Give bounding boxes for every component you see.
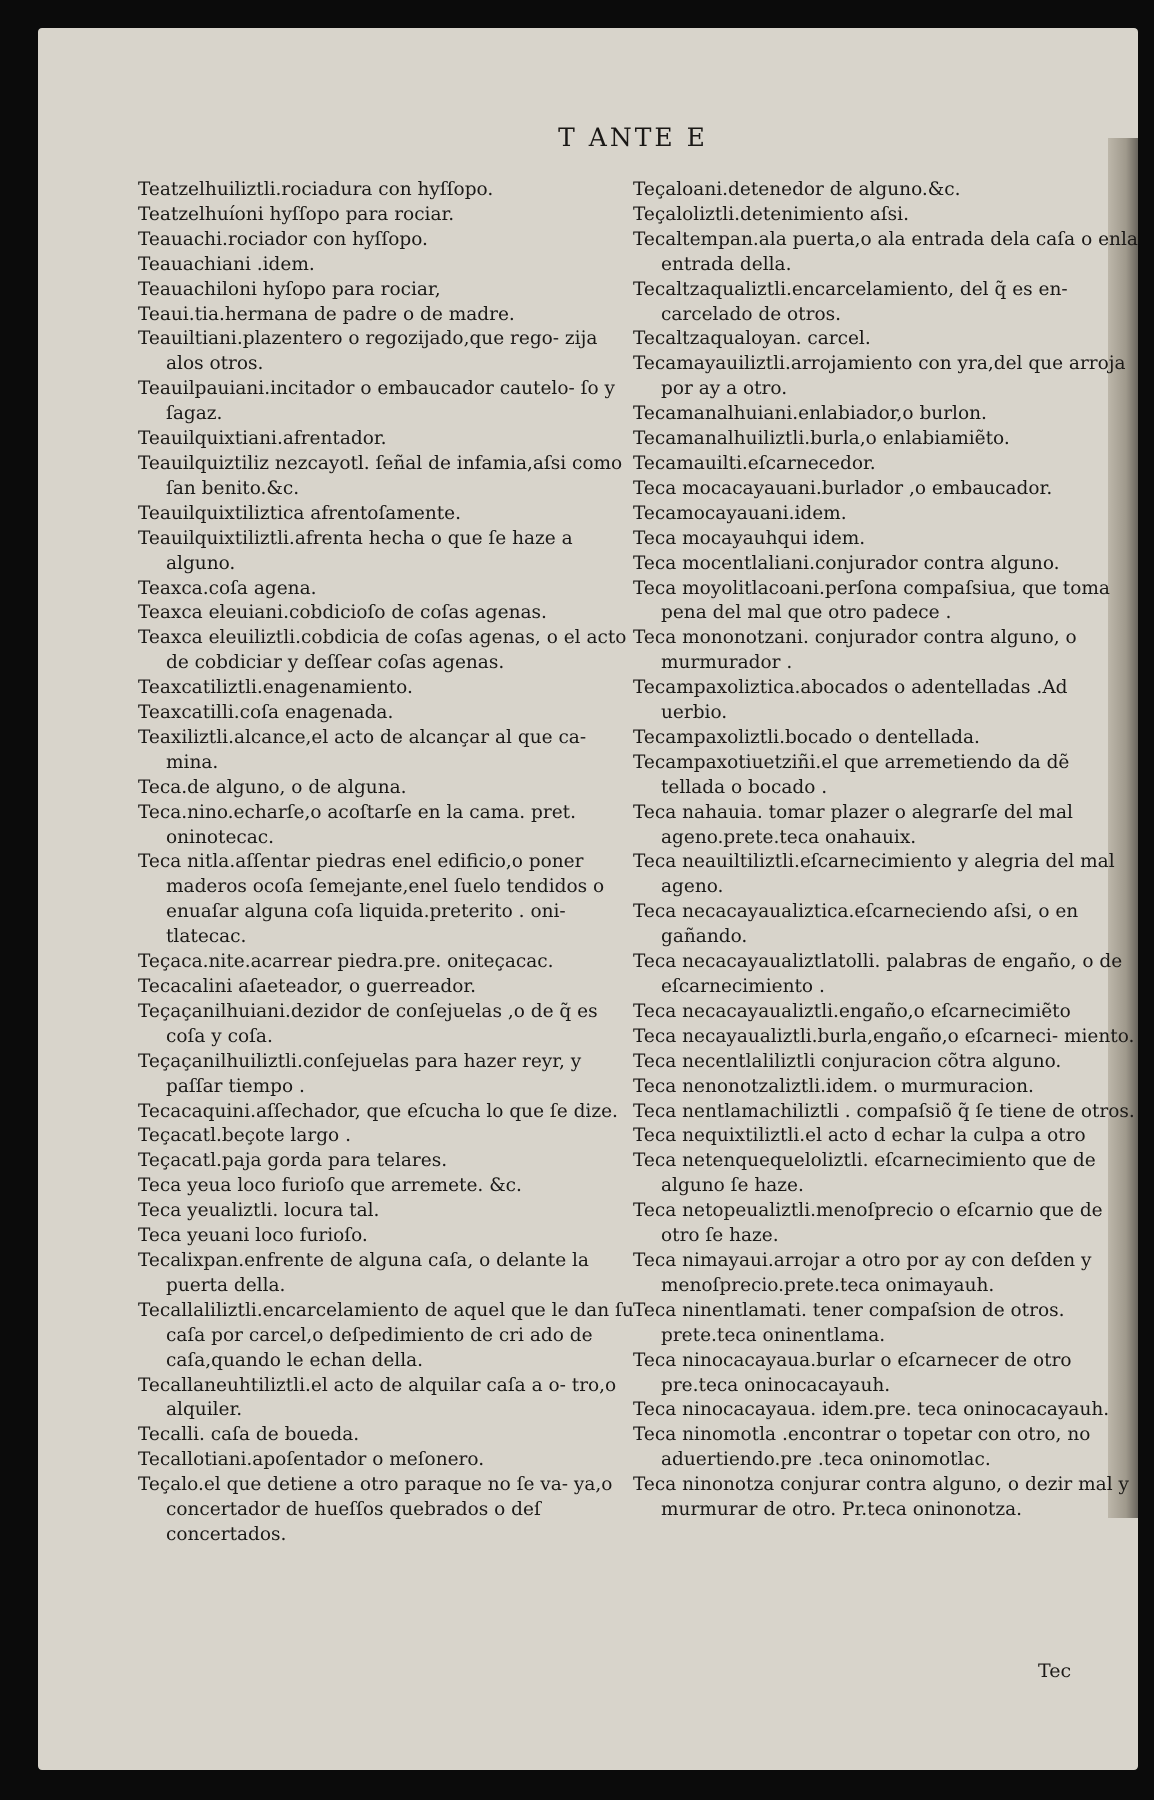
dictionary-entry [633,427,1138,452]
entry-text: Tecamocayauani.idem. [633,502,847,524]
dictionary-entry [138,377,638,427]
entry-text: Tecalixpan.enfrente de alguna caſa, o delante la puerta della. [138,1249,589,1296]
entry-text: Teauilquixtiani.afrentador. [138,428,387,450]
entry-text: Teaui.tia.hermana de padre o de madre. [138,303,515,325]
dictionary-entry [138,253,638,278]
dictionary-entry [138,1249,638,1299]
entry-text: Teca nitla.aſſentar piedras enel edificio,o poner maderos ocoſa ſemejante,enel ſuelo tendidos o enuaſar alguna coſa liquida.preterito . oni- tlatecac. [138,851,605,948]
dictionary-entry [138,452,638,502]
dictionary-entry [138,1473,638,1548]
dictionary-entry [633,203,1138,228]
dictionary-entry [138,601,638,626]
entry-text: Tecallaneuhtiliztli.el acto de alquilar caſa a o- tro,o alquiler. [138,1374,617,1421]
entry-text: Tecacalini aſaeteador, o guerreador. [138,976,477,997]
entry-text: Teauilpauiani.incitador o embaucador cautelo- ſo y ſagaz. [138,378,615,425]
dictionary-entry [633,178,1138,203]
entry-text: Teçaçanilhuiani.dezidor de conſejuelas ,o de q̃ es coſa y coſa. [138,1000,598,1047]
entry-text: Teca yeuani loco furioſo. [138,1225,368,1247]
entry-text: Teçaloliztli.detenimiento aſsi. [633,203,909,225]
dictionary-entry [138,178,638,203]
entry-text: Teca.de alguno, o de alguna. [138,776,407,798]
dictionary-entry [633,552,1138,577]
entry-text: Tecaltzaqualoyan. carcel. [633,328,871,350]
right-column [633,178,1138,1523]
entry-text: Tecallaliliztli.encarcelamiento de aquel que le dan ſu caſa por carcel,o deſpedimiento de cri ado de caſa,quando le echan della. [138,1299,634,1371]
entry-text: Teca mononotzani. conjurador contra alguno, o murmurador . [633,627,1077,674]
dictionary-entry [633,1473,1138,1523]
dictionary-entry [138,701,638,726]
dictionary-entry [633,1100,1138,1125]
entry-text: Tecallotiani.apoſentador o meſonero. [138,1449,485,1471]
dictionary-entry [138,1199,638,1224]
dictionary-entry [633,452,1138,477]
dictionary-entry [138,1374,638,1424]
dictionary-entry [138,950,638,975]
entry-text: Teauachiloni hyſopo para rociar, [138,278,441,300]
dictionary-entry [633,577,1138,627]
entry-text: Teauachiani .idem. [138,253,315,275]
entry-text: Teaxca eleuiliztli.cobdicia de coſas agenas, o el acto de cobdiciar y deſſear coſas agenas. [138,627,627,674]
entry-text: Tecampaxoliztica.abocados o adentelladas .Ad uerbio. [633,677,1068,724]
entry-text: Teçalo.el que detiene a otro paraque no ſe va- ya,o concertador de hueſſos quebrados o deſ concertados. [138,1474,613,1545]
entry-text: Teca nahauia. tomar plazer o alegrarſe del mal ageno.prete.teca onahauix. [633,801,1073,848]
dictionary-entry [633,402,1138,427]
dictionary-entry [633,1025,1138,1050]
entry-text: Teca ninonotza conjurar contra alguno, o dezir mal y murmurar de otro. Pr.teca oninonotza. [633,1474,1129,1521]
entry-text: Teauilquixtiliztli.afrenta hecha o que ſe haze a alguno. [138,527,573,574]
entry-text: Teca ninocacayaua. idem.pre. teca oninocacayauh. [633,1399,1110,1421]
entry-text: Teaxcatiliztli.enagenamiento. [138,677,413,699]
entry-text: Tecaltzaqualiztli.encarcelamiento, del q̃ es en- carcelado de otros. [633,278,1068,325]
dictionary-entry [633,1000,1138,1025]
entry-text: Teçacatl.paja gorda para telares. [138,1150,448,1172]
entry-text: Teca mocacayauani.burlador ,o embaucador. [633,477,1053,499]
dictionary-entry [633,228,1138,278]
dictionary-entry [633,502,1138,527]
entry-text: Teca ninomotla .encontrar o topetar con otro, no aduertiendo.pre .teca oninomotlac. [633,1424,1091,1471]
dictionary-entry [138,1448,638,1473]
entry-text: Teca neauiltiliztli.eſcarnecimiento y alegria del mal ageno. [633,851,1115,898]
dictionary-entry [633,751,1138,801]
entry-text: Teca necacayaualiztlatolli. palabras de engaño, o de eſcarnecimiento . [633,951,1123,997]
dictionary-entry [138,975,638,1000]
entry-text: Tecaltempan.ala puerta,o ala entrada dela caſa o enla entrada della. [633,228,1138,275]
running-header: T ANTE E [558,123,708,152]
entry-text: Teca mocayauhqui idem. [633,527,866,549]
entry-text: Tecampaxoliztli.bocado o dentellada. [633,726,980,748]
left-column [138,178,638,1548]
dictionary-entry [633,801,1138,851]
dictionary-entry [633,900,1138,950]
dictionary-entry [633,1299,1138,1349]
dictionary-entry [633,1398,1138,1423]
entry-text: Teca ninentlamati. tener compaſsion de otros. prete.teca oninentlama. [633,1299,1065,1346]
dictionary-entry [138,327,638,377]
entry-text: Teatzelhuíoni hyſſopo para rociar. [138,203,455,225]
dictionary-entry [633,1124,1138,1149]
entry-text: Teca netenquequeloliztli. eſcarnecimiento que de alguno ſe haze. [633,1150,1096,1197]
entry-text: Tecacaquini.aſſechador, que eſcucha lo que ſe dize. [138,1100,618,1122]
entry-text: Tecalli. caſa de boueda. [138,1424,360,1446]
entry-text: Teca yeua loco furioſo que arremete. &c. [138,1175,522,1197]
dictionary-entry [138,626,638,676]
entry-text: Teca moyolitlacoani.perſona compaſsiua, que toma pena del mal que otro padece . [633,577,1110,624]
dictionary-entry [138,801,638,851]
dictionary-entry [138,1050,638,1100]
dictionary-entry [633,1149,1138,1199]
dictionary-entry [138,1100,638,1125]
entry-text: Teca.nino.echarſe,o acoſtarſe en la cama. pret. oninotecac. [138,801,576,848]
entry-text: Teatzelhuiliztli.rociadura con hyſſopo. [138,179,494,200]
entry-text: Teca ninocacayaua.burlar o eſcarnecer de otro pre.teca oninocacayauh. [633,1349,1072,1396]
entry-text: Teaxca.coſa agena. [138,577,317,599]
entry-text: Teçacatl.beçote largo . [138,1125,351,1147]
book-page [38,28,1138,1770]
dictionary-entry [633,1349,1138,1399]
entry-text: Teauiltiani.plazentero o regozijado,que rego- zija alos otros. [138,328,598,375]
dictionary-entry [138,1299,638,1374]
dictionary-entry [633,726,1138,751]
dictionary-entry [633,850,1138,900]
entry-text: Teca nentlamachiliztli . compaſsiõ q̃ ſe tiene de otros. [633,1100,1135,1122]
dictionary-entry [138,1174,638,1199]
dictionary-entry [138,1000,638,1050]
dictionary-entry [633,676,1138,726]
dictionary-entry [633,477,1138,502]
dictionary-entry [633,1249,1138,1299]
dictionary-entry [138,1423,638,1448]
entry-text: Tecamanalhuiani.enlabiador,o burlon. [633,403,987,425]
dictionary-entry [138,278,638,303]
entry-text: Teca nenonotzaliztli.idem. o murmuracion. [633,1075,1034,1097]
dictionary-entry [138,203,638,228]
dictionary-entry [633,1050,1138,1075]
entry-text: Teca necayaualiztli.burla,engaño,o eſcarneci- miento. [633,1025,1135,1047]
dictionary-entry [138,726,638,776]
dictionary-entry [138,577,638,602]
entry-text: Teauilquixtiliztica afrentoſamente. [138,502,461,524]
dictionary-entry [633,527,1138,552]
entry-text: Tecamauilti.eſcarnecedor. [633,452,876,474]
entry-text: Teca nequixtiliztli.el acto d echar la culpa a otro [633,1125,1086,1147]
entry-text: Teca nimayaui.arrojar a otro por ay con deſden y menoſprecio.prete.teca onimayauh. [633,1249,1092,1296]
entry-text: Teca mocentlaliani.conjurador contra alguno. [633,552,1060,574]
entry-text: Teaxca eleuiani.cobdicioſo de coſas agenas. [138,602,547,624]
dictionary-entry [138,303,638,328]
dictionary-entry [138,527,638,577]
dictionary-entry [138,850,638,950]
entry-text: Teçaloani.detenedor de alguno.&c. [633,179,961,200]
entry-text: Tecampaxotiuetziñi.el que arremetiendo da dẽ tellada o bocado . [633,751,1070,798]
dictionary-entry [138,427,638,452]
entry-text: Teca yeualiztli. locura tal. [138,1200,380,1222]
dictionary-entry [633,327,1138,352]
entry-text: Teca necacayaualiztica.eſcarneciendo aſsi, o en gañando. [633,901,1079,948]
dictionary-entry [633,1423,1138,1473]
dictionary-entry [138,1224,638,1249]
dictionary-entry [633,1199,1138,1249]
dictionary-entry [138,1124,638,1149]
dictionary-entry [138,1149,638,1174]
entry-text: Teçaçanilhuiliztli.conſejuelas para hazer reyr, y paſſar tiempo . [138,1050,582,1097]
entry-text: Teca necentlaliliztli conjuracion cõtra alguno. [633,1050,1062,1072]
dictionary-entry [138,776,638,801]
dictionary-entry [138,502,638,527]
dictionary-entry [138,676,638,701]
dictionary-entry [633,950,1138,1000]
dictionary-entry [633,278,1138,328]
entry-text: Teauilquiztiliz nezcayotl. ſeñal de infamia,aſsi como ſan benito.&c. [138,452,623,499]
dictionary-entry [633,1075,1138,1100]
entry-text: Tecamanalhuiliztli.burla,o enlabiamiẽto. [633,428,1010,450]
dictionary-entry [633,352,1138,402]
catchword: Tec [1038,1660,1072,1682]
entry-text: Teauachi.rociador con hyſſopo. [138,228,428,250]
dictionary-entry [633,626,1138,676]
entry-text: Teaxcatilli.coſa enagenada. [138,702,394,724]
entry-text: Teçaca.nite.acarrear piedra.pre. oniteçacac. [138,951,554,973]
entry-text: Teca netopeualiztli.menoſprecio o eſcarnio que de otro ſe haze. [633,1200,1103,1247]
entry-text: Teca necacayaualiztli.engaño,o eſcarnecimiẽto [633,1000,1071,1022]
dictionary-entry [138,228,638,253]
entry-text: Tecamayauiliztli.arrojamiento con yra,del que arroja por ay a otro. [633,353,1126,400]
entry-text: Teaxiliztli.alcance,el acto de alcançar al que ca- mina. [138,726,587,773]
